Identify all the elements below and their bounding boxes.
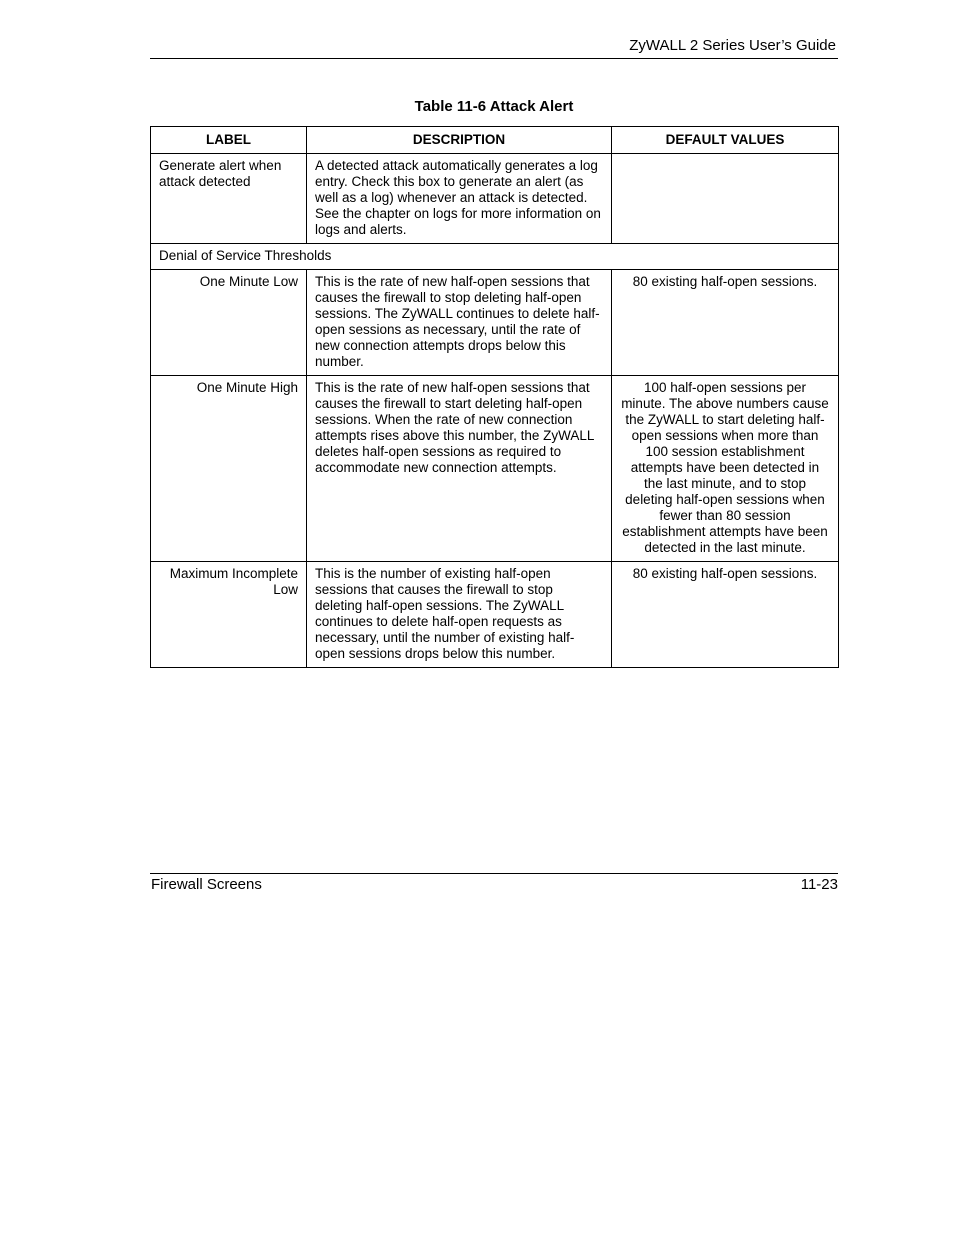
column-header-label: LABEL <box>151 127 307 154</box>
table-row <box>151 562 839 668</box>
footer-section-name: Firewall Screens <box>151 876 262 893</box>
row-label: One Minute Low <box>151 270 307 376</box>
table-section-row <box>151 244 839 270</box>
guide-title: ZyWALL 2 Series User’s Guide <box>629 37 836 54</box>
table-header-row <box>151 127 839 154</box>
row-default: 80 existing half-open sessions. <box>612 270 839 376</box>
row-description: This is the rate of new half-open sessions that causes the firewall to stop deleting half-open sessions. The ZyWALL continues to delete half-open sessions as necessary, until the rate of new connection attempts drops below this number. <box>307 270 612 376</box>
row-description: A detected attack automatically generates a log entry. Check this box to generate an alert (as well as a log) whenever an attack is detected. See the chapter on logs for more information on logs and alerts. <box>307 154 612 244</box>
row-description: This is the number of existing half-open sessions that causes the firewall to stop deleting half-open sessions. The ZyWALL continues to delete half-open requests as necessary, until the number of existing half-open sessions drops below this number. <box>307 562 612 668</box>
row-default <box>612 154 839 244</box>
row-label: Generate alert when attack detected <box>151 154 307 244</box>
table-row <box>151 270 839 376</box>
row-label: Maximum Incomplete Low <box>151 562 307 668</box>
page-footer <box>150 873 838 896</box>
row-description: This is the rate of new half-open sessions that causes the firewall to start deleting half-open sessions. When the rate of new connection attempts rises above this number, the ZyWALL deletes half-open sessions as required to accommodate new connection attempts. <box>307 376 612 562</box>
row-label: One Minute High <box>151 376 307 562</box>
column-header-description: DESCRIPTION <box>307 127 612 154</box>
footer-page-number: 11-23 <box>800 876 838 893</box>
table-title: Table 11-6 Attack Alert <box>414 98 574 115</box>
table-row <box>151 154 839 244</box>
row-default: 100 half-open sessions per minute. The above numbers cause the ZyWALL to start deleting half-open sessions when more than 100 session establishment attempts have been detected in the last minute, and to stop deleting half-open sessions when fewer than 80 session establishment attempts have been detected in the last minute. <box>612 376 839 562</box>
page-header <box>150 36 838 59</box>
table-row <box>151 376 839 562</box>
row-default: 80 existing half-open sessions. <box>612 562 839 668</box>
column-header-default-values: DEFAULT VALUES <box>612 127 839 154</box>
attack-alert-table <box>150 126 839 668</box>
section-label: Denial of Service Thresholds <box>151 244 839 270</box>
